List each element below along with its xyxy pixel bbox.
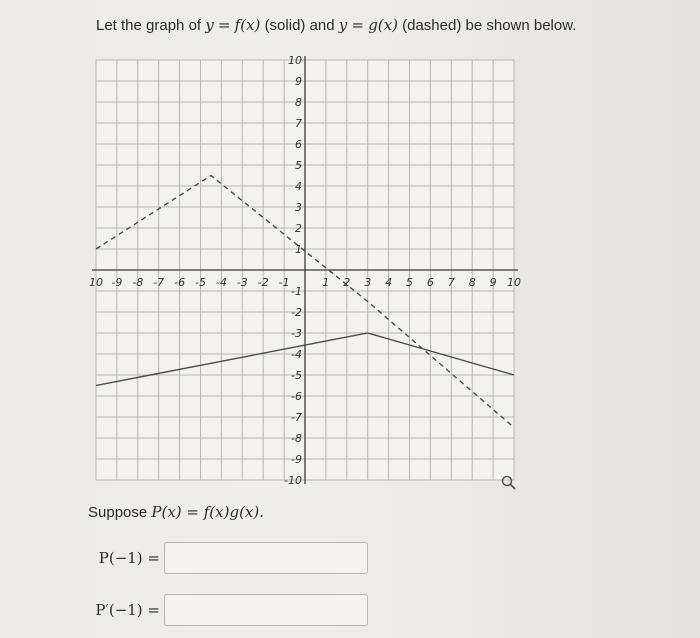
prompt-y: y [205,16,214,34]
suppose-text: Suppose [88,504,148,521]
y-tick-label: -6 [291,390,302,403]
y-tick-label: -5 [291,369,302,382]
function-graph [70,48,540,498]
answer-row-p-prime [88,594,368,626]
y-tick-label: -9 [291,453,302,466]
answer-input-p-prime[interactable] [164,594,368,626]
answer-label-p: P(−1) = [98,549,160,567]
y-tick-label: 1 [295,243,302,256]
y-tick-label: 2 [295,222,302,235]
y-tick-label: 6 [295,138,302,151]
y-tick-label: 7 [295,117,302,130]
answer-input-p[interactable] [164,542,368,574]
y-tick-label: -4 [291,348,302,361]
suppose-statement [88,503,264,521]
graph-container [70,48,540,498]
x-tick-label: -2 [257,276,269,289]
x-tick-label: -7 [153,276,165,289]
x-tick-label: 5 [406,276,413,289]
x-tick-label: -1 [278,276,290,289]
y-tick-label: 8 [295,96,302,109]
x-tick-label: 7 [447,276,455,289]
prompt-f-of-x: f(x) [234,16,261,34]
prompt-dashed-after: (dashed) be shown below. [402,17,577,34]
answer-label-p-prime: P′(−1) = [95,601,160,619]
prompt-text-before: Let the graph of [96,17,202,34]
x-tick-label: -4 [215,276,227,289]
x-tick-label: 6 [426,276,434,289]
y-tick-label: -2 [291,306,302,319]
prompt-eq2: = [351,16,365,34]
x-tick-label: 10 [89,276,103,289]
x-tick-label: 4 [385,276,393,289]
x-tick-label: -8 [132,276,144,289]
x-tick-label: 3 [364,276,372,289]
prompt-eq: = [217,16,231,34]
prompt-g-of-x: g(x) [368,16,398,34]
y-tick-label: -1 [291,285,302,298]
prompt-y2: y [338,16,348,34]
y-tick-label: -7 [291,411,302,424]
answer-row-p [88,542,368,574]
x-tick-label: 9 [489,276,497,289]
x-tick-label: -9 [111,276,123,289]
x-tick-label: 10 [507,276,521,289]
x-tick-label: -5 [195,276,206,289]
x-tick-label: -3 [236,276,248,289]
prompt-solid: (solid) and [264,17,335,34]
y-tick-label: 5 [295,159,302,172]
x-tick-label: 1 [322,276,330,289]
suppose-formula: P(x) = f(x)g(x). [151,503,265,521]
y-tick-label: 9 [295,75,302,88]
y-tick-label: -8 [291,432,302,445]
question-prompt [96,16,576,34]
y-tick-label: 4 [295,180,302,193]
x-tick-label: 8 [468,276,476,289]
x-tick-label: 2 [343,276,351,289]
y-tick-label: -3 [291,327,302,340]
y-tick-label: -10 [284,474,302,487]
x-tick-label: -6 [174,276,186,289]
y-tick-label: 10 [288,54,302,67]
y-tick-label: 3 [295,201,302,214]
